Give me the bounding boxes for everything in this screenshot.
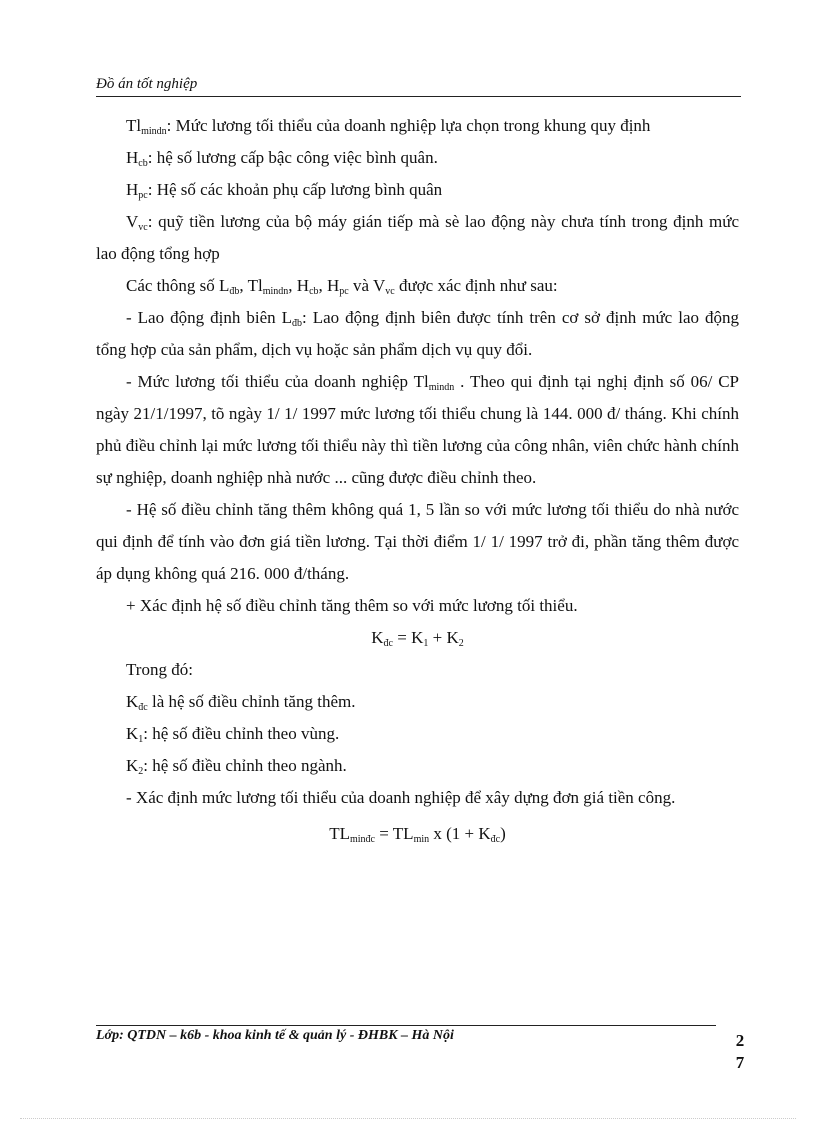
page-number — [733, 1030, 747, 1074]
text: - Lao động định biên L — [126, 308, 293, 327]
subscript: pc — [339, 286, 349, 297]
definition: : hệ số lương cấp bậc công việc bình quân. — [147, 148, 438, 167]
text: + Xác định hệ số điều chỉnh tăng thêm so với mức lương tối thiểu. — [126, 596, 578, 615]
term: K — [126, 756, 139, 775]
text: - Xác định mức lương tối thiểu của doanh nghiệp để xây dựng đơn giá tiền công. — [126, 788, 676, 807]
formula-term: = K — [392, 628, 424, 647]
formula-term: = TL — [375, 824, 414, 843]
subscript: mindn — [428, 382, 455, 393]
text: , H — [318, 276, 340, 295]
text: . Theo qui định tại nghị định số 06/ CP ngày 21/1/1997, tõ ngày 1/ 1/ 1997 mức lương tối thiểu chung là 144. 000 đ/ tháng. Khi chính phủ điều chỉnh lại mức lương tối thiểu này thì tiền lương của công nhân, viên chức hành chính sự nghiệp, doanh nghiệp nhà nước ... cũng được điều chỉnh theo. — [96, 372, 740, 487]
formula-term: K — [371, 628, 384, 647]
text: : Lao động định biên được tính trên cơ sở định mức lao động tổng hợp của sản phẩm, dịch vụ hoặc sản phẩm dịch vụ quy đổi. — [96, 308, 740, 359]
formula-subscript: 1 — [423, 638, 429, 649]
term-subscript: pc — [138, 190, 148, 201]
formula-subscript: min — [413, 834, 430, 845]
definition: : hệ số điều chỉnh theo vùng. — [143, 724, 340, 743]
definition: : quỹ tiền lương của bộ máy gián tiếp mà sè lao động này chưa tính trong định mức lao động tổng hợp — [96, 212, 739, 263]
text: Trong đó: — [126, 660, 193, 679]
paragraph-muc-luong-toi-thieu — [96, 366, 739, 494]
paragraph-he-so-dieu-chinh — [96, 494, 739, 590]
subscript: cb — [309, 286, 319, 297]
term-subscript: 1 — [138, 734, 144, 745]
subscript: mindn — [262, 286, 289, 297]
page-bottom-border — [20, 1118, 796, 1119]
term-subscript: cb — [138, 158, 148, 169]
term: K — [126, 692, 139, 711]
text: - Hệ số điều chỉnh tăng thêm không quá 1, 5 lần so với mức lương tối thiểu do nhà nước qui định để tính vào đơn giá tiền lương. Tại thời điểm 1/ 1/ 1997 trở đi, phần tăng thêm được áp dụng không quá 216. 000 đ/tháng. — [96, 500, 739, 583]
definition: là hệ số điều chỉnh tăng thêm. — [147, 692, 356, 711]
term: K — [126, 724, 139, 743]
text: được xác định như sau: — [394, 276, 558, 295]
definition: : hệ số điều chỉnh theo ngành. — [143, 756, 347, 775]
term: V — [126, 212, 139, 231]
formula-subscript: đc — [383, 638, 393, 649]
paragraph-hpc — [96, 174, 739, 206]
term-subscript: vc — [138, 222, 148, 233]
formula-subscript: đc — [490, 834, 501, 845]
page-header — [96, 76, 741, 97]
text: - Mức lương tối thiểu của doanh nghiệp Tl — [126, 372, 429, 391]
header-title: Đồ án tốt nghiệp — [96, 76, 198, 92]
formula-subscript: 2 — [458, 638, 464, 649]
paragraph-vvc — [96, 206, 739, 270]
term-subscript: 2 — [138, 766, 144, 777]
paragraph-tlmindn — [96, 110, 739, 142]
footer-divider — [96, 1025, 716, 1026]
formula-term: x (1 + K — [429, 824, 491, 843]
term-subscript: đc — [138, 702, 148, 713]
definition: : Hệ số các khoản phụ cấp lương bình quân — [147, 180, 443, 199]
paragraph-xac-dinh-he-so — [96, 590, 739, 622]
paragraph-parameters — [96, 270, 739, 302]
paragraph-k1-def — [96, 718, 739, 750]
definition: : Mức lương tối thiểu của doanh nghiệp lựa chọn trong khung quy định — [166, 116, 651, 135]
term-subscript: mindn — [141, 126, 167, 137]
document-body — [96, 110, 739, 850]
term: Tl — [126, 116, 142, 135]
formula-term: + K — [428, 628, 459, 647]
page-number-tens: 2 — [735, 1031, 745, 1050]
formula-subscript: minđc — [350, 834, 375, 845]
paragraph-hcb — [96, 142, 739, 174]
paragraph-xac-dinh-muc-luong — [96, 782, 739, 814]
term: H — [126, 180, 139, 199]
paragraph-trong-do — [96, 654, 739, 686]
formula-tlmindc — [96, 818, 739, 850]
formula-kdc — [96, 622, 739, 654]
page-footer: Lớp: QTDN – k6b - khoa kinh tế & quản lý - ĐHBK – Hà Nội — [96, 1028, 454, 1043]
text: và V — [348, 276, 386, 295]
term: H — [126, 148, 139, 167]
text: Các thông số L — [126, 276, 230, 295]
paragraph-k2-def — [96, 750, 739, 782]
formula-term: TL — [329, 824, 350, 843]
paragraph-kdc-def — [96, 686, 739, 718]
formula-term: ) — [500, 824, 506, 843]
page-number-units: 7 — [735, 1053, 745, 1072]
subscript: đb — [292, 318, 303, 329]
subscript: đb — [229, 286, 240, 297]
text: , Tl — [239, 276, 263, 295]
paragraph-lao-dong-dinh-bien — [96, 302, 739, 366]
subscript: vc — [385, 286, 395, 297]
text: , H — [288, 276, 310, 295]
